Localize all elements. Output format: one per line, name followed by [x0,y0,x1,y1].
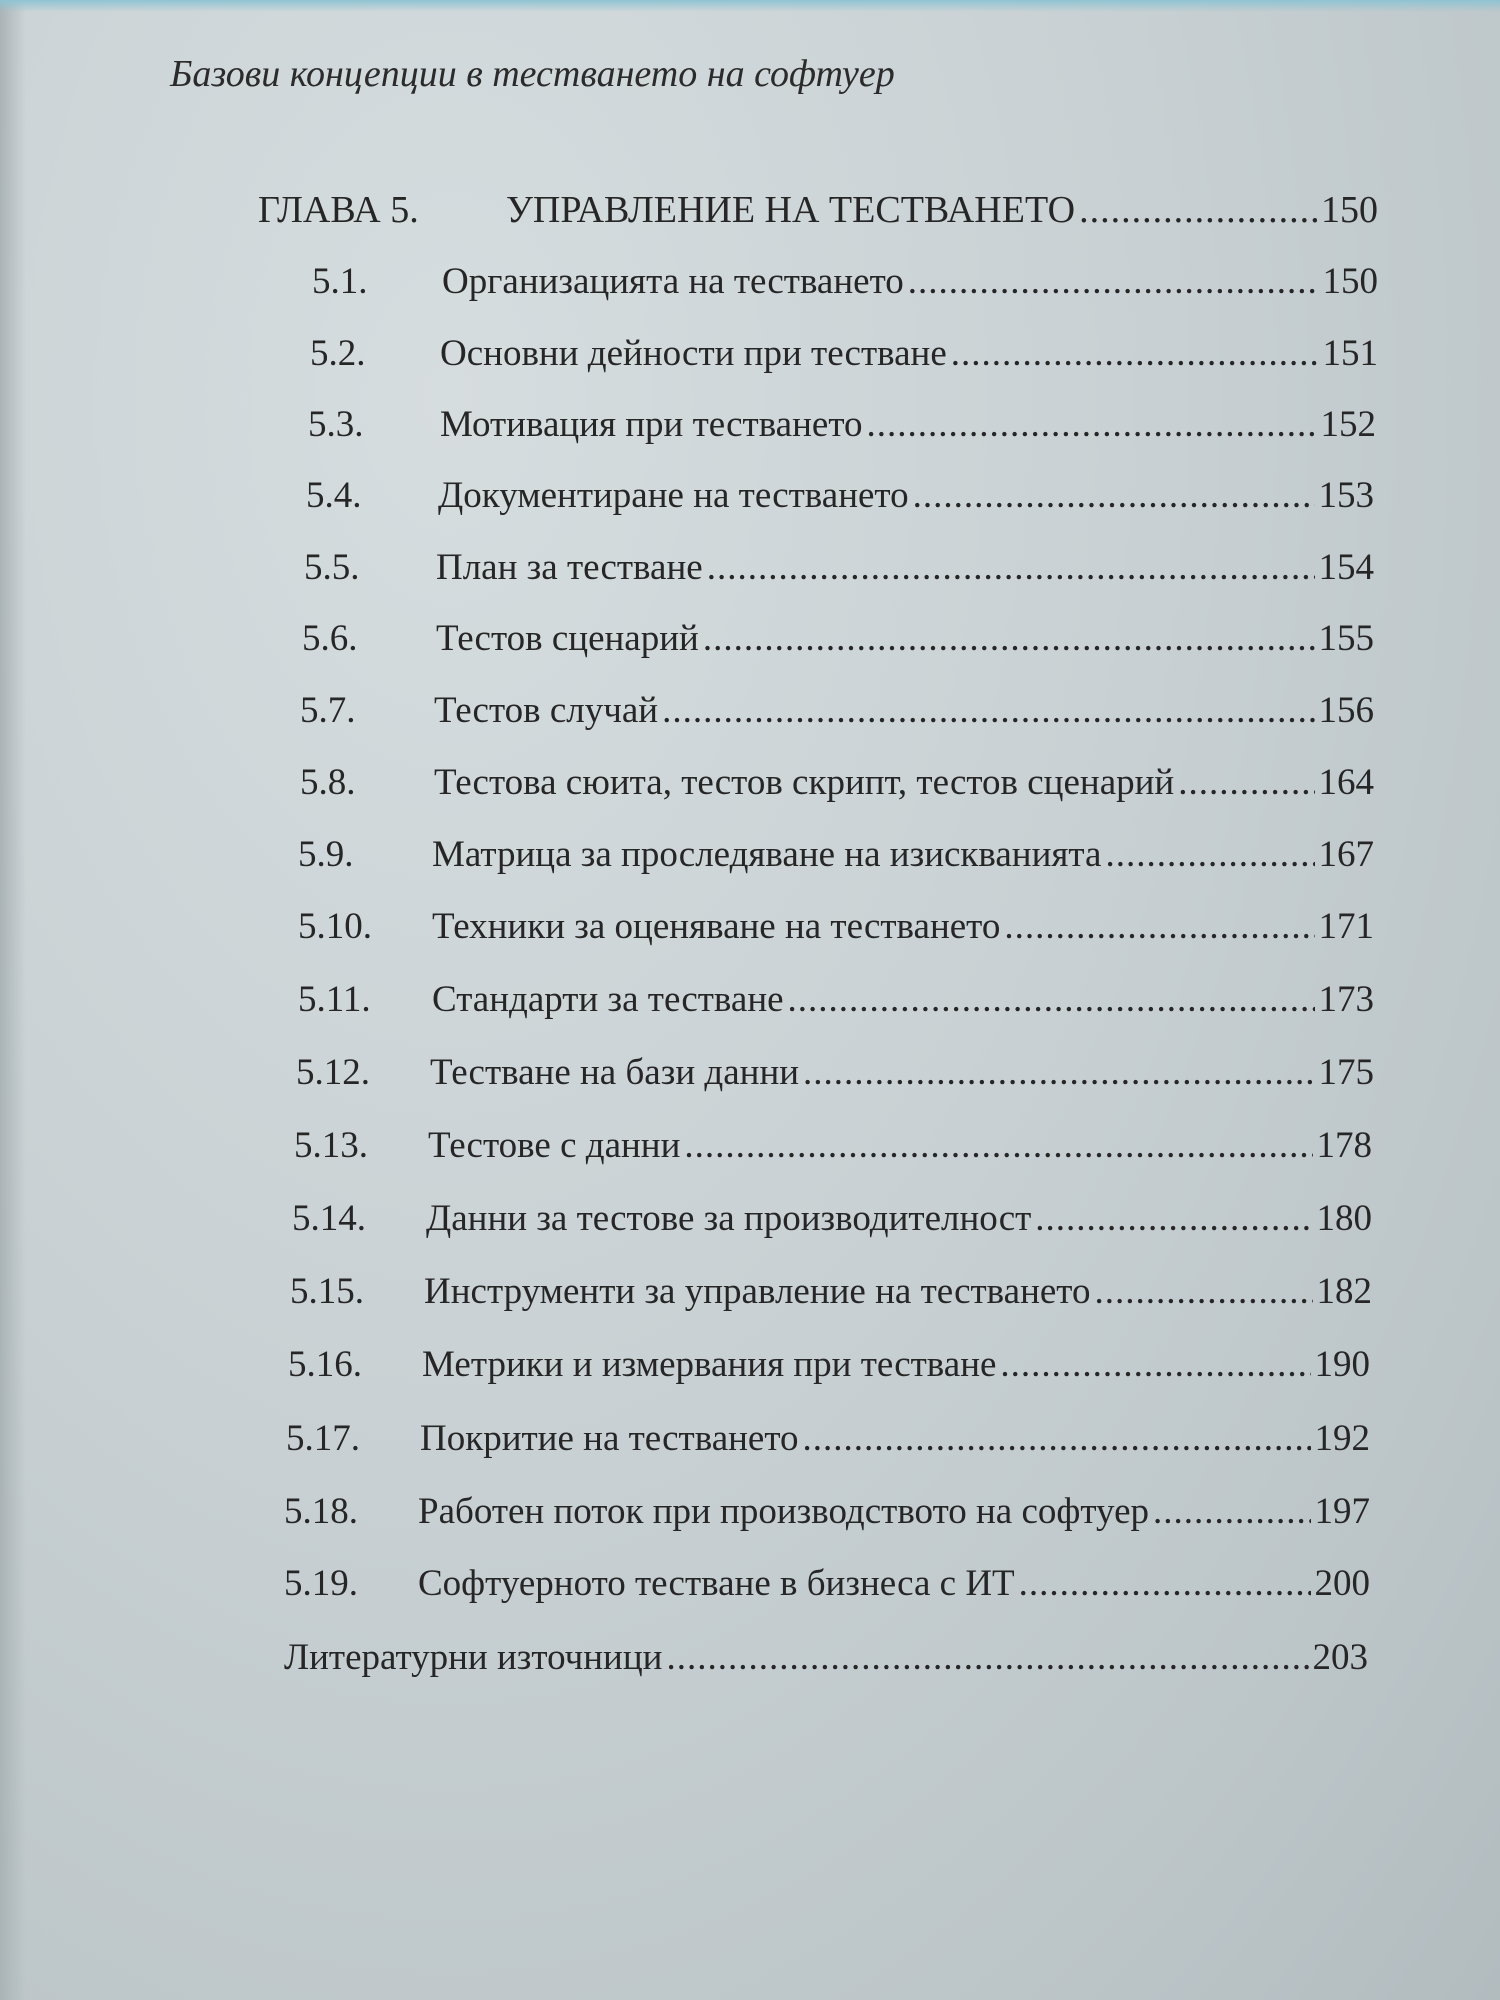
dot-leader [703,617,1315,660]
section-page-number: 173 [1318,979,1374,1020]
section-title: Основни дейности при тестване [440,333,947,374]
section-number: 5.16. [288,1344,362,1385]
section-number: 5.5. [304,547,360,588]
section-page-number: 154 [1318,547,1374,588]
toc-section-row [286,1417,1370,1467]
dot-leader [788,978,1315,1021]
section-number: 5.9. [298,834,354,875]
section-title: Организацията на тестването [442,261,904,302]
section-page-number: 153 [1318,475,1374,516]
section-title: Тестова сюита, тестов скрипт, тестов сценарий [434,762,1175,803]
section-number: 5.6. [302,618,358,659]
section-page-number: 190 [1314,1344,1370,1385]
section-title: Метрики и измервания при тестване [422,1344,997,1385]
toc-references-row [284,1636,1368,1686]
section-page-number: 155 [1318,618,1374,659]
dot-leader [1004,905,1314,948]
section-page-number: 152 [1320,404,1376,445]
dot-leader [1105,833,1314,876]
dot-leader [1000,1343,1310,1386]
dot-leader [1035,1197,1312,1240]
dot-leader [1153,1490,1311,1533]
section-page-number: 180 [1316,1198,1372,1239]
section-number: 5.14. [292,1198,366,1239]
section-title: Данни за тестове за производителност [426,1198,1032,1239]
section-page-number: 167 [1318,834,1374,875]
references-page-number: 203 [1312,1637,1368,1678]
running-header: Базови концепции в тестването на софтуер [170,53,895,95]
section-number: 5.11. [298,979,371,1020]
section-number: 5.18. [284,1491,358,1532]
toc-chapter-row [258,188,1378,238]
toc-section-row [300,761,1374,811]
toc-section-row [284,1562,1370,1612]
section-number: 5.10. [298,906,372,947]
dot-leader [662,689,1314,732]
section-number: 5.12. [296,1052,370,1093]
toc-section-row [312,260,1378,310]
dot-leader [684,1124,1312,1167]
section-page-number: 156 [1318,690,1374,731]
dot-leader [951,332,1319,375]
section-number: 5.19. [284,1563,358,1604]
toc-section-row [300,689,1374,739]
toc-section-row [306,474,1374,524]
section-title: Тестове с данни [428,1125,681,1166]
dot-leader [908,260,1319,303]
dot-leader [867,403,1317,446]
dot-leader [1178,761,1314,804]
dot-leader [666,1636,1308,1679]
section-number: 5.3. [308,404,364,445]
dot-leader [1019,1562,1311,1605]
section-page-number: 164 [1318,762,1374,803]
section-title: План за тестване [436,547,703,588]
section-number: 5.2. [310,333,366,374]
section-page-number: 175 [1318,1052,1374,1093]
toc-section-row [298,978,1374,1028]
section-number: 5.7. [300,690,356,731]
section-page-number: 197 [1314,1491,1370,1532]
section-title: Работен поток при производството на софтуер [418,1491,1149,1532]
toc-section-row [290,1270,1372,1320]
section-title: Матрица за проследяване на изискванията [432,834,1102,875]
toc-section-row [302,617,1374,667]
dot-leader [803,1051,1314,1094]
toc-section-row [292,1197,1372,1247]
section-number: 5.17. [286,1418,360,1459]
dot-leader [707,546,1315,589]
section-title: Мотивация при тестването [440,404,863,445]
toc-section-row [298,833,1374,883]
toc-section-row [294,1124,1372,1174]
dot-leader [913,474,1315,517]
section-title: Документиране на тестването [438,475,909,516]
section-number: 5.1. [312,261,368,302]
section-page-number: 150 [1322,261,1378,302]
section-page-number: 171 [1318,906,1374,947]
section-title: Инструменти за управление на тестването [424,1271,1091,1312]
toc-section-row [288,1343,1370,1393]
section-number: 5.4. [306,475,362,516]
toc-section-row [304,546,1374,596]
section-page-number: 192 [1314,1418,1370,1459]
chapter-number: ГЛАВА 5. [258,189,419,231]
toc-section-row [284,1490,1370,1540]
section-page-number: 178 [1316,1125,1372,1166]
dot-leader [803,1417,1311,1460]
section-page-number: 182 [1316,1271,1372,1312]
toc-section-row [298,905,1374,955]
section-title: Тестване на бази данни [430,1052,800,1093]
chapter-page-number: 150 [1321,189,1378,231]
toc-section-row [310,332,1378,382]
section-number: 5.15. [290,1271,364,1312]
section-page-number: 151 [1322,333,1378,374]
section-title: Тестов случай [434,690,659,731]
references-title: Литературни източници [284,1637,663,1678]
dot-leader [1095,1270,1313,1313]
section-title: Техники за оценяване на тестването [432,906,1001,947]
section-title: Покритие на тестването [420,1418,799,1459]
toc-section-row [308,403,1376,453]
section-page-number: 200 [1314,1563,1370,1604]
section-title: Стандарти за тестване [432,979,784,1020]
toc-section-row [296,1051,1374,1101]
section-number: 5.13. [294,1125,368,1166]
chapter-title: УПРАВЛЕНИЕ НА ТЕСТВАНЕТО [506,189,1076,231]
section-title: Тестов сценарий [436,618,699,659]
section-title: Софтуерното тестване в бизнеса с ИТ [418,1563,1015,1604]
section-number: 5.8. [300,762,356,803]
dot-leader [1079,188,1317,232]
